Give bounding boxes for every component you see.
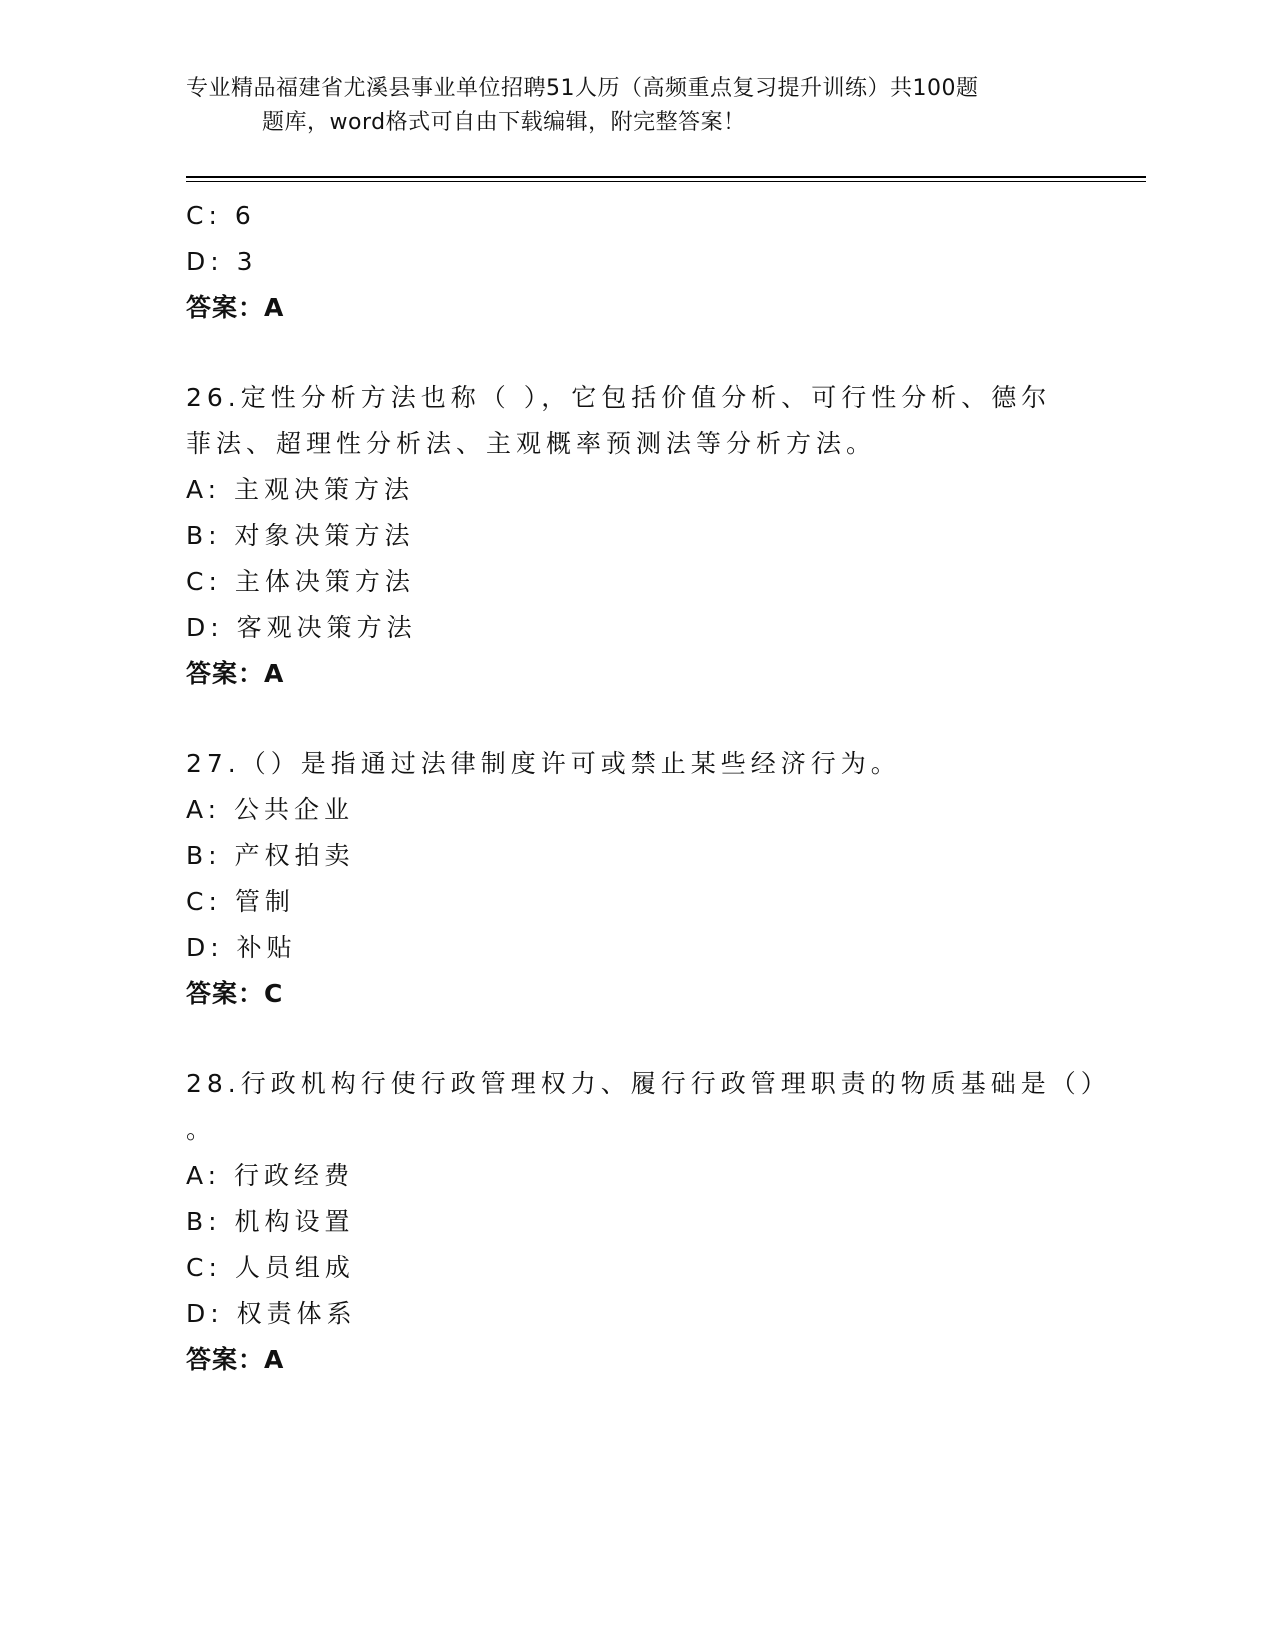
option-c: C: 主体决策方法 <box>186 567 415 596</box>
option-a: A: 主观决策方法 <box>186 475 415 504</box>
option-b: B: 对象决策方法 <box>186 521 415 550</box>
option-d: D: 权责体系 <box>186 1299 357 1328</box>
option-c: C: 人员组成 <box>186 1253 355 1282</box>
question-text-line: 。 <box>186 1115 217 1144</box>
header-divider-thin <box>186 181 1146 182</box>
answer-line: 答案：C <box>186 979 284 1008</box>
answer-line: 答案：A <box>186 1345 285 1374</box>
question-28-block <box>186 1061 1111 1383</box>
option-a: A: 行政经费 <box>186 1161 355 1190</box>
question-text-line: 27.（）是指通过法律制度许可或禁止某些经济行为。 <box>186 749 901 778</box>
option-b: B: 机构设置 <box>186 1207 355 1236</box>
answer-line: 答案：A <box>186 659 285 688</box>
question-text-line: 26.定性分析方法也称（ ），它包括价值分析、可行性分析、德尔 <box>186 383 1052 412</box>
header-title-line2: 题库，word格式可自由下载编辑，附完整答案！ <box>262 110 746 135</box>
question-text-line: 菲法、超理性分析法、主观概率预测法等分析方法。 <box>186 429 877 458</box>
question-27-block <box>186 741 1086 1017</box>
option-b: B: 产权拍卖 <box>186 841 355 870</box>
option-d: D: 客观决策方法 <box>186 613 417 642</box>
question-26-block <box>186 375 1086 697</box>
page-header <box>186 72 1086 140</box>
document-body <box>186 193 1111 1383</box>
option-d: D: 3 <box>186 247 258 276</box>
option-d: D: 补贴 <box>186 933 297 962</box>
option-c: C: 管制 <box>186 887 295 916</box>
question-text-line: 28.行政机构行使行政管理权力、履行行政管理职责的物质基础是（） <box>186 1069 1111 1098</box>
option-a: A: 公共企业 <box>186 795 355 824</box>
header-divider-thick <box>186 176 1146 178</box>
prev-question-block <box>186 193 1086 331</box>
option-c: C: 6 <box>186 201 256 230</box>
header-title-line1: 专业精品福建省尤溪县事业单位招聘51人历（高频重点复习提升训练）共100题 <box>186 76 979 101</box>
answer-line: 答案：A <box>186 293 285 322</box>
